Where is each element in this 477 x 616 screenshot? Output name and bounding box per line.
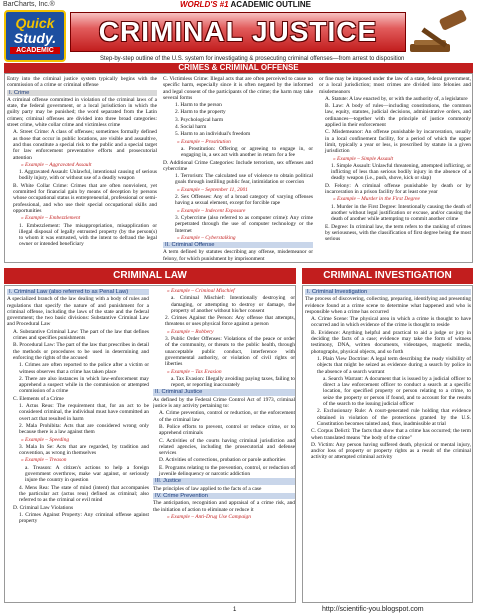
law-c1-14: 1. Crimes Against Property: Any criminal offense against property <box>19 511 149 525</box>
crimes-c3-4: » Example – Simple Assault <box>333 155 394 162</box>
law-c1-7: 2. Mala Prohibita: Acts that are considered wrong only because there is a law against them <box>19 422 149 436</box>
crimes-c1-6: 1. Embezzlement: The misappropriation, misapplication or illegal disposal of legally entrusted property (by the person(s) to whom it was entrusted, with the intent to defraud the legal owner or intended beneficiary <box>19 222 157 248</box>
crimes-c3-7: » Example – Murder in the First Degree <box>333 196 420 203</box>
inv-item-6: C. Corpus Delicti: The facts that show that a crime has occurred; the term when translated means "the body of the crime" <box>311 428 471 441</box>
crimes-c2-6: » Example – Prostitution <box>177 138 231 145</box>
law-c1-0: A specialized branch of the law dealing with a body of rules and regulations that specify the nature of and punishment for a criminal offense, including the laws of the state and the federal government; the two basic divisions: Substantive Criminal Law and Procedural Law <box>7 296 149 328</box>
law-c2b-1: A. Crime prevention, control or reduction, or the enforcement of the criminal law <box>159 410 295 423</box>
law-c2-0: » Example – Criminal Mischief <box>167 288 235 294</box>
law-c1-12: 4. Mens Rea: The state of mind (intent) that accompanies the particular act (actus reus) defined as criminal; also referred to as the criminal or evil mind <box>19 484 149 504</box>
law-c2-4: 3. Public Order Offenses: Violations of the peace or order of the community, or threats to the public health, through unacceptable public conduct, interference with governmental authority, or violation of civil rights or liberties <box>165 336 295 368</box>
law-c2b-0: As defined by the Federal Crime Control Act of 1973, criminal justice is any activity pertaining to: <box>153 396 295 410</box>
law-c2-2: 2. Crimes Against the Person: Any offense that attempts, threatens or uses physical force against a person <box>165 315 295 328</box>
tagline-rest: ACADEMIC OUTLINE <box>230 0 311 9</box>
law-c1-10: » Example – Treason <box>21 457 67 464</box>
crimes-c1-4: B. White Collar Crime: Crimes that are often nonviolent, yet committed for financial gain by means of deception by persons whose occupational status is entrepreneurial, professional or semi-professional, and who use their special occupational skills and opportunities <box>13 182 157 214</box>
crimes-c2-12: » Example – Indecent Exposure <box>177 207 246 214</box>
crimes-c2-14: » Example – Cyberstalking <box>177 234 236 241</box>
law-heading: CRIMINAL LAW <box>4 268 296 284</box>
crimes-c2-5: 5. Harm to an individual's freedom <box>175 131 251 138</box>
law-sec2: II. Criminal Justice <box>153 389 295 395</box>
law-sec3: III. Justice <box>153 478 295 484</box>
crimes-c3-6: D. Felony: A criminal offense punishable by death or by incarceration in a prison facility for at least one year <box>325 182 471 196</box>
law-c2b-4: D. Activities of corrections, probation or parole authorities <box>159 457 286 464</box>
crimes-c3-1: A. Statute: A law enacted by, or with the authority of, a legislature <box>325 95 468 102</box>
crimes-col1 <box>7 76 157 262</box>
crimes-c3-0: or fine may be imposed under the law of a state, federal government, or a local jurisdiction; most crimes are divided into felonies and misdemeanors <box>319 76 471 95</box>
crimes-c3-9: E. Degree: In criminal law, the term refers to the ranking of crimes by seriousness, with the classification of first degree being the most serious <box>325 223 471 243</box>
law-c1-5: C. Elements of a Crime <box>13 395 64 402</box>
law-c1-11: a. Treason: A citizen's actions to help a foreign government overthrow, make war against, or seriously injure the country in question <box>25 464 149 484</box>
law-c2-1: a. Criminal Mischief: Intentionally destroying or damaging, or attempting to destroy or damage, the property of another without his/her consent <box>171 295 295 314</box>
crimes-c1-1: A. Street Crime: A class of offenses; sometimes formally defined as those that occur in public locations, are visible and assaultive, and thus constitute a special risk to the public and a special target for law enforcement preventative efforts and prosecutorial attention <box>13 129 157 161</box>
crimes-col2 <box>163 76 313 262</box>
law-sec4-text: The anticipation, recognition and appraisal of a crime risk, and the initiation of action to eliminate or reduce it <box>153 500 295 513</box>
gavel-icon <box>410 10 474 56</box>
investigation-sec1: I. Criminal Investigation <box>305 289 471 295</box>
law-c1-8: » Example – Speeding <box>21 436 70 443</box>
tagline <box>180 0 311 9</box>
law-c2b-2: B. Police efforts to prevent, control or reduce crime, or to apprehend criminals <box>159 423 295 437</box>
logo-line1: Quick <box>15 15 55 31</box>
crimes-c1-3: 1. Aggravated Assault: Unlawful, intentional causing of serious bodily injury, with or without use of a deadly weapon <box>19 169 157 182</box>
law-sec3-text: The principles of law applied to the facts of a case <box>153 485 262 492</box>
law-c2-6: a. Tax Evasion: Illegally avoiding paying taxes, failing to report, or reporting inaccurately <box>171 375 295 389</box>
crimes-c1-0: A criminal offense committed in violation of the criminal laws of a state, the federal government, or a local jurisdiction in which the guilty party may be punished; the word separated from the Latin crimen; criminal offenses are divided into three broad categories: street crime, white collar crime and victimless crime <box>7 96 157 129</box>
law-c1-9: 3. Mala In Se: Acts that are regarded, by tradition and convention, as wrong in themselves <box>19 443 149 457</box>
law-c1-1: A. Substantive Criminal Law: The part of the law that defines crimes and specifies punishments <box>13 328 149 342</box>
inv-item-1: A. Crime Scene: The physical area in which a crime is thought to have occurred and in which evidence of the crime is thought to reside <box>311 316 471 329</box>
footer <box>0 606 477 616</box>
crimes-c1-2: » Example – Aggravated Assault <box>21 161 92 168</box>
law-c1-3: 1. Crimes are often reported to the police after a victim or witness observes that a crime has taken place <box>19 362 149 375</box>
crimes-sec2: II. Criminal Offense <box>163 242 313 248</box>
crimes-c2-3: 3. Psychological harm <box>175 116 224 123</box>
law-panel <box>4 285 296 603</box>
law-c2-5: » Example – Tax Evasion <box>167 368 222 375</box>
crimes-c2-13: 3. Cybercrime (also referred to as computer crime): Any crime perpetrated through the use of computer technology or the Internet <box>175 214 313 234</box>
law-sec1: I. Criminal Law (also referred to as Penal Law) <box>7 289 149 295</box>
page-title: CRIMINAL JUSTICE <box>98 16 378 47</box>
crimes-c2-7: a. Prostitution: Offering or agreeing to engage in, or engaging in, a sex act with another in return for a fee <box>181 145 313 159</box>
quickstudy-logo <box>4 10 66 62</box>
subtitle: Step-by-step outline of the U.S. system for investigating & prosecuting criminal offenses—from arrest to disposition <box>100 56 405 62</box>
inv-item-4: a. Search Warrant: A document that is issued by a judicial officer to direct a law enforcement officer to conduct a search at a specific location, for specified property or person relating to a crime, to seize the property or person if found, and to account for the results of the search to the issuing judicial officer <box>323 375 471 408</box>
law-sec4-example: » Example – Anti-Drug Use Campaign <box>167 513 251 520</box>
law-c2-3: » Example – Robbery <box>167 328 214 335</box>
crimes-c1-5: » Example – Embezzlement <box>21 215 81 222</box>
law-c2b-5: E. Programs relating to the prevention, control, or reduction of juvenile delinquency or narcotic addiction <box>159 464 295 478</box>
page-number: 1 <box>233 607 237 613</box>
crimes-c2-4: 4. Social harm <box>175 124 207 131</box>
investigation-col <box>305 288 471 602</box>
title-banner <box>70 12 406 52</box>
law-col1 <box>7 288 149 602</box>
inv-item-7: D. Victim: Any person having suffered death, physical or mental injury, and/or loss of property or property rights as a result of the criminal activity or attempted criminal activity <box>311 441 471 461</box>
crimes-c2-11: 2. Sex Offenses: Any of a broad category of varying offenses having a sexual element, except for forcible rape <box>175 194 313 207</box>
top-line <box>0 0 477 12</box>
crimes-c2-0: C. Victimless Crime: Illegal acts that are often perceived to cause no specific harm, especially since it is often negated by the informed and legal consent of the participants of the crime; the harm may take several forms <box>163 76 313 101</box>
inv-item-0: The process of discovering, collecting, preparing, identifying and presenting evidence found at a crime scene to determine what happened and who is responsible when a crime has occurred <box>305 296 471 315</box>
inv-item-2: B. Evidence: Anything helpful and practical to aid a judge or jury in deciding the facts of a case; evidence may take the form of witness testimony, DNA, written documents, videotapes, magnetic media, photographs, physical objects, and so forth <box>311 329 471 355</box>
crimes-sec2-text: A term defined by statutes describing any offense, misdemeanor or felony, for which punishment by imprisonment <box>163 249 313 262</box>
logo-line3: ACADEMIC <box>10 47 60 54</box>
crimes-intro: Entry into the criminal justice system typically begins with the commission of a crime or criminal offense <box>7 76 157 89</box>
investigation-panel <box>302 285 473 603</box>
brand-line: BarCharts, Inc.® <box>3 1 55 8</box>
crimes-c3-3: C. Misdemeanor: An offense punishable by incarceration, usually in a local confinement facility, for a period of which the upper limit, typically a year or less, is prescribed by statute in a given jurisdiction <box>325 129 471 155</box>
crimes-c2-10: » Example – September 11, 2001 <box>177 186 248 193</box>
source-url[interactable]: http://scientific-you.blogspot.com <box>322 606 424 613</box>
logo-line2: Study. <box>13 30 57 46</box>
law-c2b-3: C. Activities of the courts having criminal jurisdiction and related agencies, including the prosecutorial and defense services <box>159 437 295 457</box>
crimes-c2-1: 1. Harm to the person <box>175 102 222 109</box>
crimes-c2-8: D. Additional Crime Categories: Include terrorism, sex offenses and cybercrime <box>163 159 313 172</box>
crimes-sec1: I. Crime <box>7 90 157 96</box>
inv-item-5: 2. Exclusionary Rule: A court-generated rule holding that evidence obtained in violation of the protections granted by the U.S. Constitution becomes tainted and, thus, inadmissible at trial <box>317 408 471 427</box>
crimes-c3-5: 1. Simple Assault: Unlawful threatening, attempted inflicting, or inflicting of less than serious bodily injury in the absence of a deadly weapon (i.e., push, shove, kick or slap) <box>331 162 471 182</box>
crimes-panel <box>4 73 473 263</box>
crimes-heading: CRIMES & CRIMINAL OFFENSE <box>4 63 473 73</box>
crimes-c3-8: 1. Murder in the First Degree: Intentionally causing the death of another without legal justification or excuse, and/or causing the death of another while attempting to commit another crime <box>331 203 471 223</box>
crimes-c2-9: 1. Terrorism: The calculated use of violence to obtain political goals through instilling public fear, intimidation or coercion <box>175 173 313 186</box>
inv-item-3: 1. Plain View Doctrine: A legal term describing the ready visibility of objects that might be seized as evidence during a search by police in the absence of a search warrant <box>317 355 471 375</box>
crimes-c3-2: B. Law: A body of rules—including constitutions, the common law, equity, statutes, judicial decisions, administrative orders, and ordinances—together with the principle of justice commonly applied in their enforcement <box>325 103 471 129</box>
law-c1-6: 1. Actus Reus: The requirement that, for an act to be considered criminal, the individual must have committed an overt act that resulted in harm <box>19 403 149 422</box>
tagline-prefix: WORLD'S #1 <box>180 0 229 9</box>
law-c1-4: 2. There are also instances in which law-enforcement may apprehend a suspect while in the commission or attempted commission of a crime <box>19 375 149 395</box>
law-c1-13: D. Criminal Law Violations <box>13 504 74 511</box>
law-col2 <box>153 288 295 602</box>
law-sec4: IV. Crime Prevention <box>153 493 295 499</box>
law-c1-2: B. Procedural Law: The part of the law that prescribes in detail the methods or procedures to be used in determining and enforcing the rights of the accused <box>13 342 149 361</box>
investigation-heading: CRIMINAL INVESTIGATION <box>302 268 473 284</box>
crimes-c2-2: 2. Harm to the property <box>175 109 226 116</box>
crimes-col3 <box>319 76 471 262</box>
